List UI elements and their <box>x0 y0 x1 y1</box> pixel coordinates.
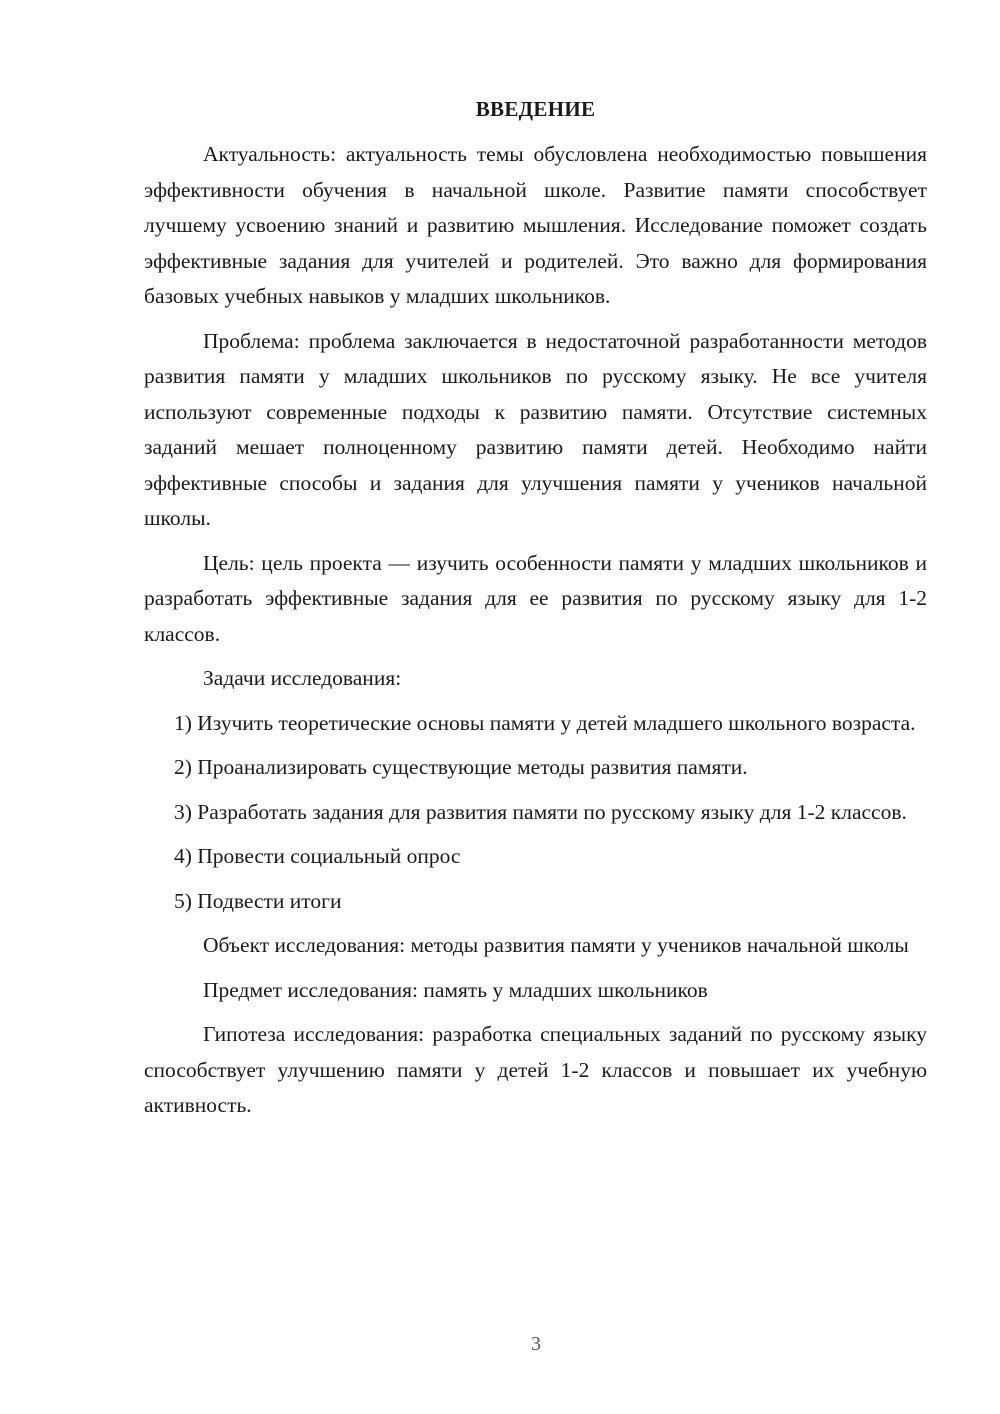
task-item-5: 5) Подвести итоги <box>174 888 342 913</box>
task-item-3: 3) Разработать задания для развития памяти по русскому языку для 1-2 классов. <box>174 799 907 824</box>
paragraph-relevance: Актуальность: актуальность темы обусловлена необходимостью повышения эффективности обучения в начальной школе. Развитие памяти способствует лучшему усвоению знаний и развитию мышления. Исследование поможет создать эффективные задания для учителей и родителей. Это важно для формирования базовых учебных навыков у младших школьников. <box>144 142 927 308</box>
page-number: 3 <box>531 1333 541 1355</box>
document-title: ВВЕДЕНИЕ <box>475 97 596 121</box>
task-item-1: 1) Изучить теоретические основы памяти у детей младшего школьного возраста. <box>174 710 916 735</box>
paragraph-tasks-heading: Задачи исследования: <box>203 666 402 690</box>
paragraph-subject: Предмет исследования: память у младших школьников <box>203 977 708 1002</box>
paragraph-object: Объект исследования: методы развития памяти у учеников начальной школы <box>203 933 909 957</box>
task-item-2: 2) Проанализировать существующие методы развития памяти. <box>174 755 748 779</box>
task-item-4: 4) Провести социальный опрос <box>174 844 461 868</box>
paragraph-problem: Проблема: проблема заключается в недостаточной разработанности методов развития памяти у младших школьников по русскому языку. Не все учителя используют современные подходы к развитию памяти. Отсутствие системных заданий мешает полноценному развитию памяти детей. Необходимо найти эффективные способы и задания для улучшения памяти у учеников начальной школы. <box>144 328 927 530</box>
paragraph-hypothesis: Гипотеза исследования: разработка специальных заданий по русскому языку способствует улучшению памяти у детей 1-2 классов и повышает их учебную активность. <box>144 1022 927 1117</box>
paragraph-goal: Цель: цель проекта — изучить особенности памяти у младших школьников и разработать эффективные задания для ее развития по русскому языку для 1-2 классов. <box>144 550 927 646</box>
document-page <box>144 94 927 1133</box>
